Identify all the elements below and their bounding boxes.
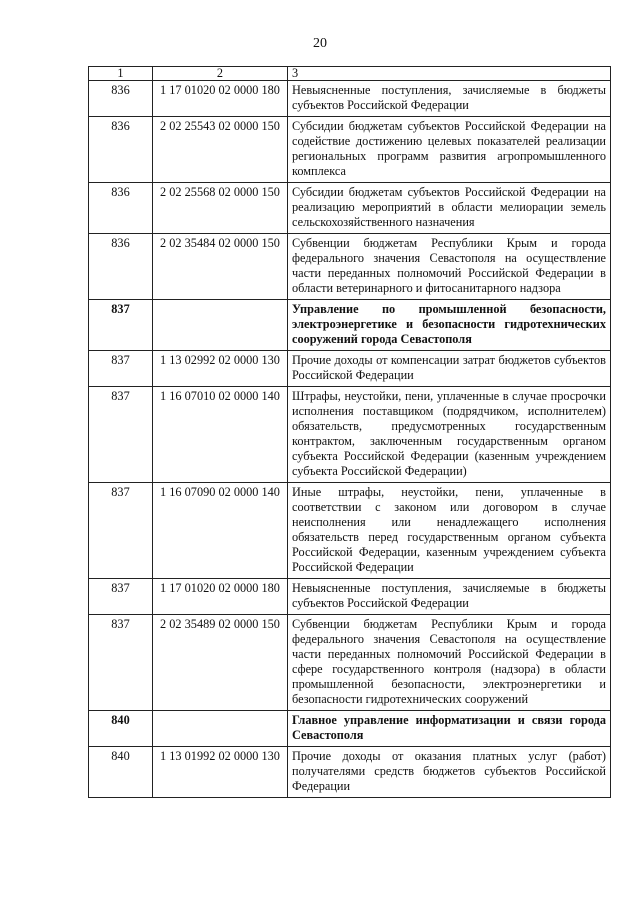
- admin-code-cell: 837: [89, 387, 153, 483]
- table-row: [89, 117, 611, 183]
- income-code-cell: 2 02 35484 02 0000 150: [153, 234, 288, 300]
- income-name-cell: Штрафы, неустойки, пени, уплаченные в случае просрочки исполнения поставщиком (подрядчиком, исполнителем) обязательств, предусмотренных государственным контрактом, заключенным государственным органом субъекта Российской Федерации (казенным учреждением субъекта Российской Федерации): [288, 387, 611, 483]
- admin-code-cell: 840: [89, 747, 153, 798]
- header-cell-3: 3: [288, 67, 611, 81]
- table-header-row: [89, 67, 611, 81]
- page-number: 20: [313, 36, 327, 51]
- income-name-cell: Иные штрафы, неустойки, пени, уплаченные в соответствии с законом или договором в случае неисполнения или ненадлежащего исполнения обязательств перед государственным органом субъекта Российской Федерации, казенным учреждением субъекта Российской Федерации: [288, 483, 611, 579]
- admin-code-cell: 837: [89, 351, 153, 387]
- income-code-cell: 1 13 02992 02 0000 130: [153, 351, 288, 387]
- admin-code-cell: 840: [89, 711, 153, 747]
- table-row: [89, 387, 611, 483]
- income-name-cell: Прочие доходы от компенсации затрат бюджетов субъектов Российской Федерации: [288, 351, 611, 387]
- income-code-cell: 1 16 07090 02 0000 140: [153, 483, 288, 579]
- income-code-cell: 1 17 01020 02 0000 180: [153, 81, 288, 117]
- table-row: [89, 234, 611, 300]
- income-code-cell: 1 16 07010 02 0000 140: [153, 387, 288, 483]
- income-code-cell: 1 13 01992 02 0000 130: [153, 747, 288, 798]
- admin-code-cell: 836: [89, 117, 153, 183]
- income-name-cell: Управление по промышленной безопасности, электроэнергетике и безопасности гидротехнических сооружений города Севастополя: [288, 300, 611, 351]
- income-name-cell: Субвенции бюджетам Республики Крым и города федерального значения Севастополя на осуществление части переданных полномочий Российской Федерации в области ветеринарного и фитосанитарного надзора: [288, 234, 611, 300]
- table-row: [89, 351, 611, 387]
- admin-code-cell: 837: [89, 579, 153, 615]
- income-name-cell: Невыясненные поступления, зачисляемые в бюджеты субъектов Российской Федерации: [288, 579, 611, 615]
- admin-code-cell: 837: [89, 483, 153, 579]
- table-row: [89, 81, 611, 117]
- table-row: [89, 483, 611, 579]
- header-cell-2: 2: [153, 67, 288, 81]
- admin-code-cell: 836: [89, 234, 153, 300]
- table-row: [89, 183, 611, 234]
- income-code-cell: 2 02 25568 02 0000 150: [153, 183, 288, 234]
- admin-code-cell: 836: [89, 183, 153, 234]
- table-row: [89, 615, 611, 711]
- admin-code-cell: 837: [89, 300, 153, 351]
- table-section-row: [89, 300, 611, 351]
- income-name-cell: Субвенции бюджетам Республики Крым и города федерального значения Севастополя на осуществление части переданных полномочий Российской Федерации в сфере государственного контроля (надзора) в области промышленной безопасности, электроэнергетики и безопасности гидротехнических сооружений: [288, 615, 611, 711]
- income-name-cell: Прочие доходы от оказания платных услуг (работ) получателями средств бюджетов субъектов Российской Федерации: [288, 747, 611, 798]
- admin-code-cell: 836: [89, 81, 153, 117]
- header-cell-1: 1: [89, 67, 153, 81]
- income-code-cell: 1 17 01020 02 0000 180: [153, 579, 288, 615]
- income-name-cell: Главное управление информатизации и связи города Севастополя: [288, 711, 611, 747]
- admin-code-cell: 837: [89, 615, 153, 711]
- table-section-row: [89, 711, 611, 747]
- income-code-cell: [153, 711, 288, 747]
- income-name-cell: Субсидии бюджетам субъектов Российской Федерации на содействие достижению целевых показателей реализации региональных программ развития агропромышленного комплекса: [288, 117, 611, 183]
- income-code-cell: 2 02 35489 02 0000 150: [153, 615, 288, 711]
- income-name-cell: Субсидии бюджетам субъектов Российской Федерации на реализацию мероприятий в области мелиорации земель сельскохозяйственного назначения: [288, 183, 611, 234]
- income-name-cell: Невыясненные поступления, зачисляемые в бюджеты субъектов Российской Федерации: [288, 81, 611, 117]
- table-row: [89, 579, 611, 615]
- table-row: [89, 747, 611, 798]
- income-code-cell: 2 02 25543 02 0000 150: [153, 117, 288, 183]
- budget-classification-table: [88, 66, 611, 798]
- income-code-cell: [153, 300, 288, 351]
